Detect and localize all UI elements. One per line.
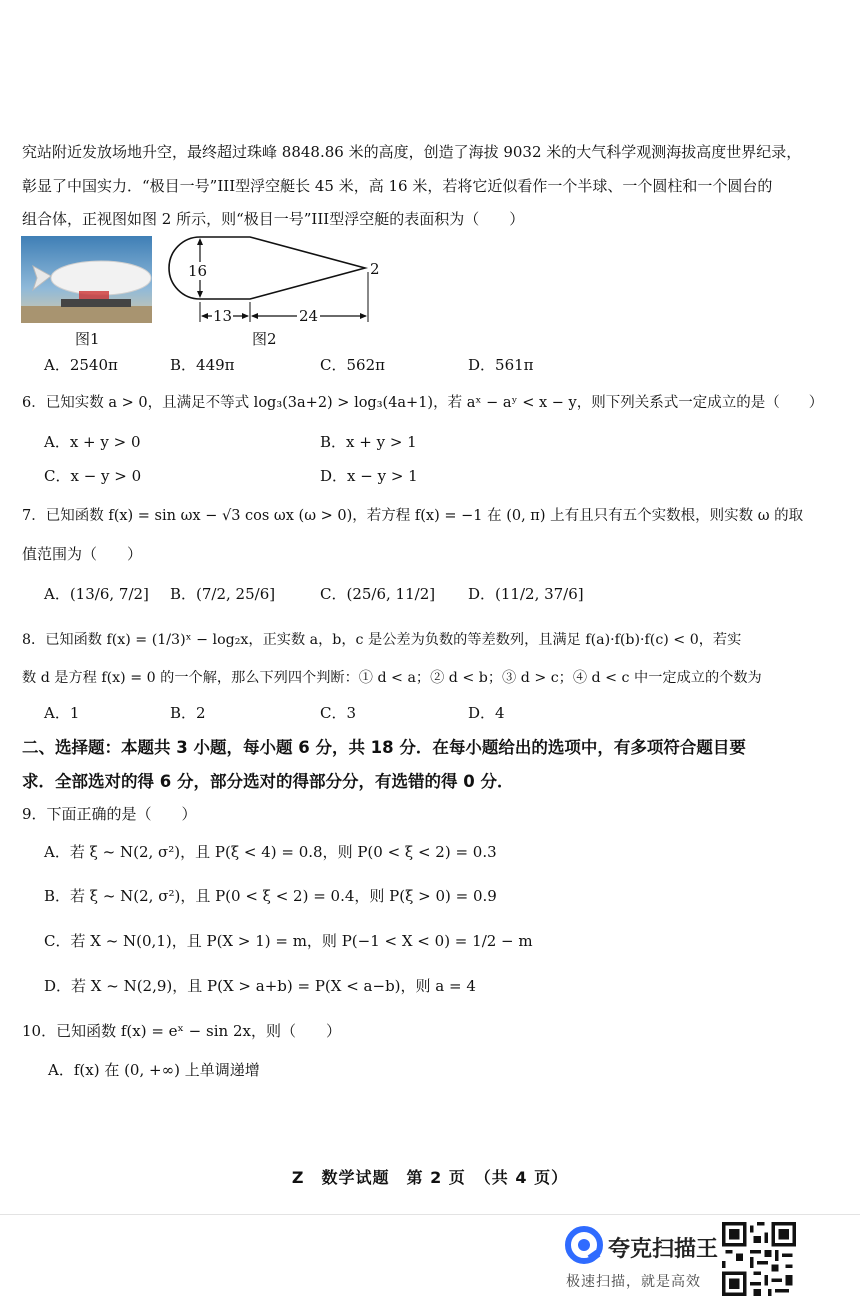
q7-option-b: B．(7/2, 25/6] xyxy=(170,585,276,603)
q9-option-d: D．若 X ~ N(2,9)，且 P(X > a+b) = P(X < a−b)，则 a = 4 xyxy=(44,977,476,995)
section-2-heading-line-2: 求．全部选对的得 6 分，部分选对的得部分分，有选错的得 0 分． xyxy=(22,772,514,791)
q5-option-a: A．2540π xyxy=(44,356,118,374)
q7-stem: 7．已知函数 f(x) = sin ωx − √3 cos ωx (ω > 0)，若方程 f(x) = −1 在 (0, π) 上有且只有五个实数根，则实数 ω 的取 xyxy=(22,508,804,524)
footer-divider xyxy=(0,1214,860,1215)
q9-option-a: A．若 ξ ~ N(2, σ²)，且 P(ξ < 4) = 0.8，则 P(0 < ξ < 2) = 0.3 xyxy=(44,843,497,861)
q6-option-d: D．x − y > 1 xyxy=(320,467,418,485)
q5-option-c: C．562π xyxy=(320,356,385,374)
q5-line-3: 组合体，正视图如图 2 所示，则“极目一号”III型浮空艇的表面积为（ ） xyxy=(22,210,525,228)
fig2-label-left-length: 13 xyxy=(213,307,233,325)
fig2-caption: 图2 xyxy=(252,330,277,348)
q8-stem: 8．已知函数 f(x) = (1/3)ˣ − log₂x，正实数 a，b，c 是公差为负数的等差数列，且满足 f(a)·f(b)·f(c) < 0，若实 xyxy=(22,632,742,648)
q10-stem: 10．已知函数 f(x) = eˣ − sin 2x，则（ ） xyxy=(22,1022,341,1040)
q10-option-a: A．f(x) 在 (0, +∞) 上单调递增 xyxy=(48,1061,260,1079)
q8-stem-2: 数 d 是方程 f(x) = 0 的一个解，那么下列四个判断：① d < a；② d < b；③ d > c；④ d < c 中一定成立的个数为 xyxy=(22,670,762,686)
q5-line-1: 究站附近发放场地升空，最终超过珠峰 8848.86 米的高度，创造了海拔 9032 米的大气科学观测海拔高度世界纪录， xyxy=(22,143,802,161)
fig2-label-height: 16 xyxy=(188,262,208,280)
q6-option-a: A．x + y > 0 xyxy=(44,433,141,451)
q5-option-d: D．561π xyxy=(468,356,534,374)
q6-stem: 6．已知实数 a > 0，且满足不等式 log₃(3a+2) > log₃(4a+1)，若 aˣ − aʸ < x − y，则下列关系式一定成立的是（ ） xyxy=(22,395,824,411)
page-footer: Z 数学试题 第 2 页 （共 4 页） xyxy=(291,1168,569,1187)
q5-option-b: B．449π xyxy=(170,356,235,374)
qr-code-icon xyxy=(722,1222,796,1296)
fig1-caption: 图1 xyxy=(75,330,100,348)
airship-photo xyxy=(21,236,152,323)
quark-logo-icon xyxy=(565,1226,603,1264)
q8-option-c: C．3 xyxy=(320,704,357,722)
q8-option-b: B．2 xyxy=(170,704,206,722)
q9-option-c: C．若 X ~ N(0,1)，且 P(X > 1) = m，则 P(−1 < X < 0) = 1/2 − m xyxy=(44,932,533,950)
q6-option-b: B．x + y > 1 xyxy=(320,433,417,451)
q9-stem: 9．下面正确的是（ ） xyxy=(22,805,197,823)
section-2-heading-line-1: 二、选择题：本题共 3 小题，每小题 6 分，共 18 分．在每小题给出的选项中，有多项符合题目要 xyxy=(22,738,746,757)
q9-option-b: B．若 ξ ~ N(2, σ²)，且 P(0 < ξ < 2) = 0.4，则 P(ξ > 0) = 0.9 xyxy=(44,887,497,905)
fig2-label-right-length: 24 xyxy=(299,307,319,325)
q5-line-2: 彰显了中国实力．“极目一号”III型浮空艇长 45 米，高 16 米，若将它近似看作一个半球、一个圆柱和一个圆台的 xyxy=(22,177,773,195)
q7-stem-2: 值范围为（ ） xyxy=(22,545,143,563)
q6-option-c: C．x − y > 0 xyxy=(44,467,142,485)
q8-option-d: D．4 xyxy=(468,704,505,722)
q7-option-a: A．(13/6, 7/2] xyxy=(44,585,149,603)
fig2-label-tip: 2 xyxy=(370,260,380,278)
scanner-brand-tagline: 极速扫描，就是高效 xyxy=(566,1274,701,1290)
q7-option-c: C．(25/6, 11/2] xyxy=(320,585,436,603)
q7-option-d: D．(11/2, 37/6] xyxy=(468,585,584,603)
scanner-brand-name: 夸克扫描王 xyxy=(608,1237,719,1262)
q8-option-a: A．1 xyxy=(44,704,80,722)
